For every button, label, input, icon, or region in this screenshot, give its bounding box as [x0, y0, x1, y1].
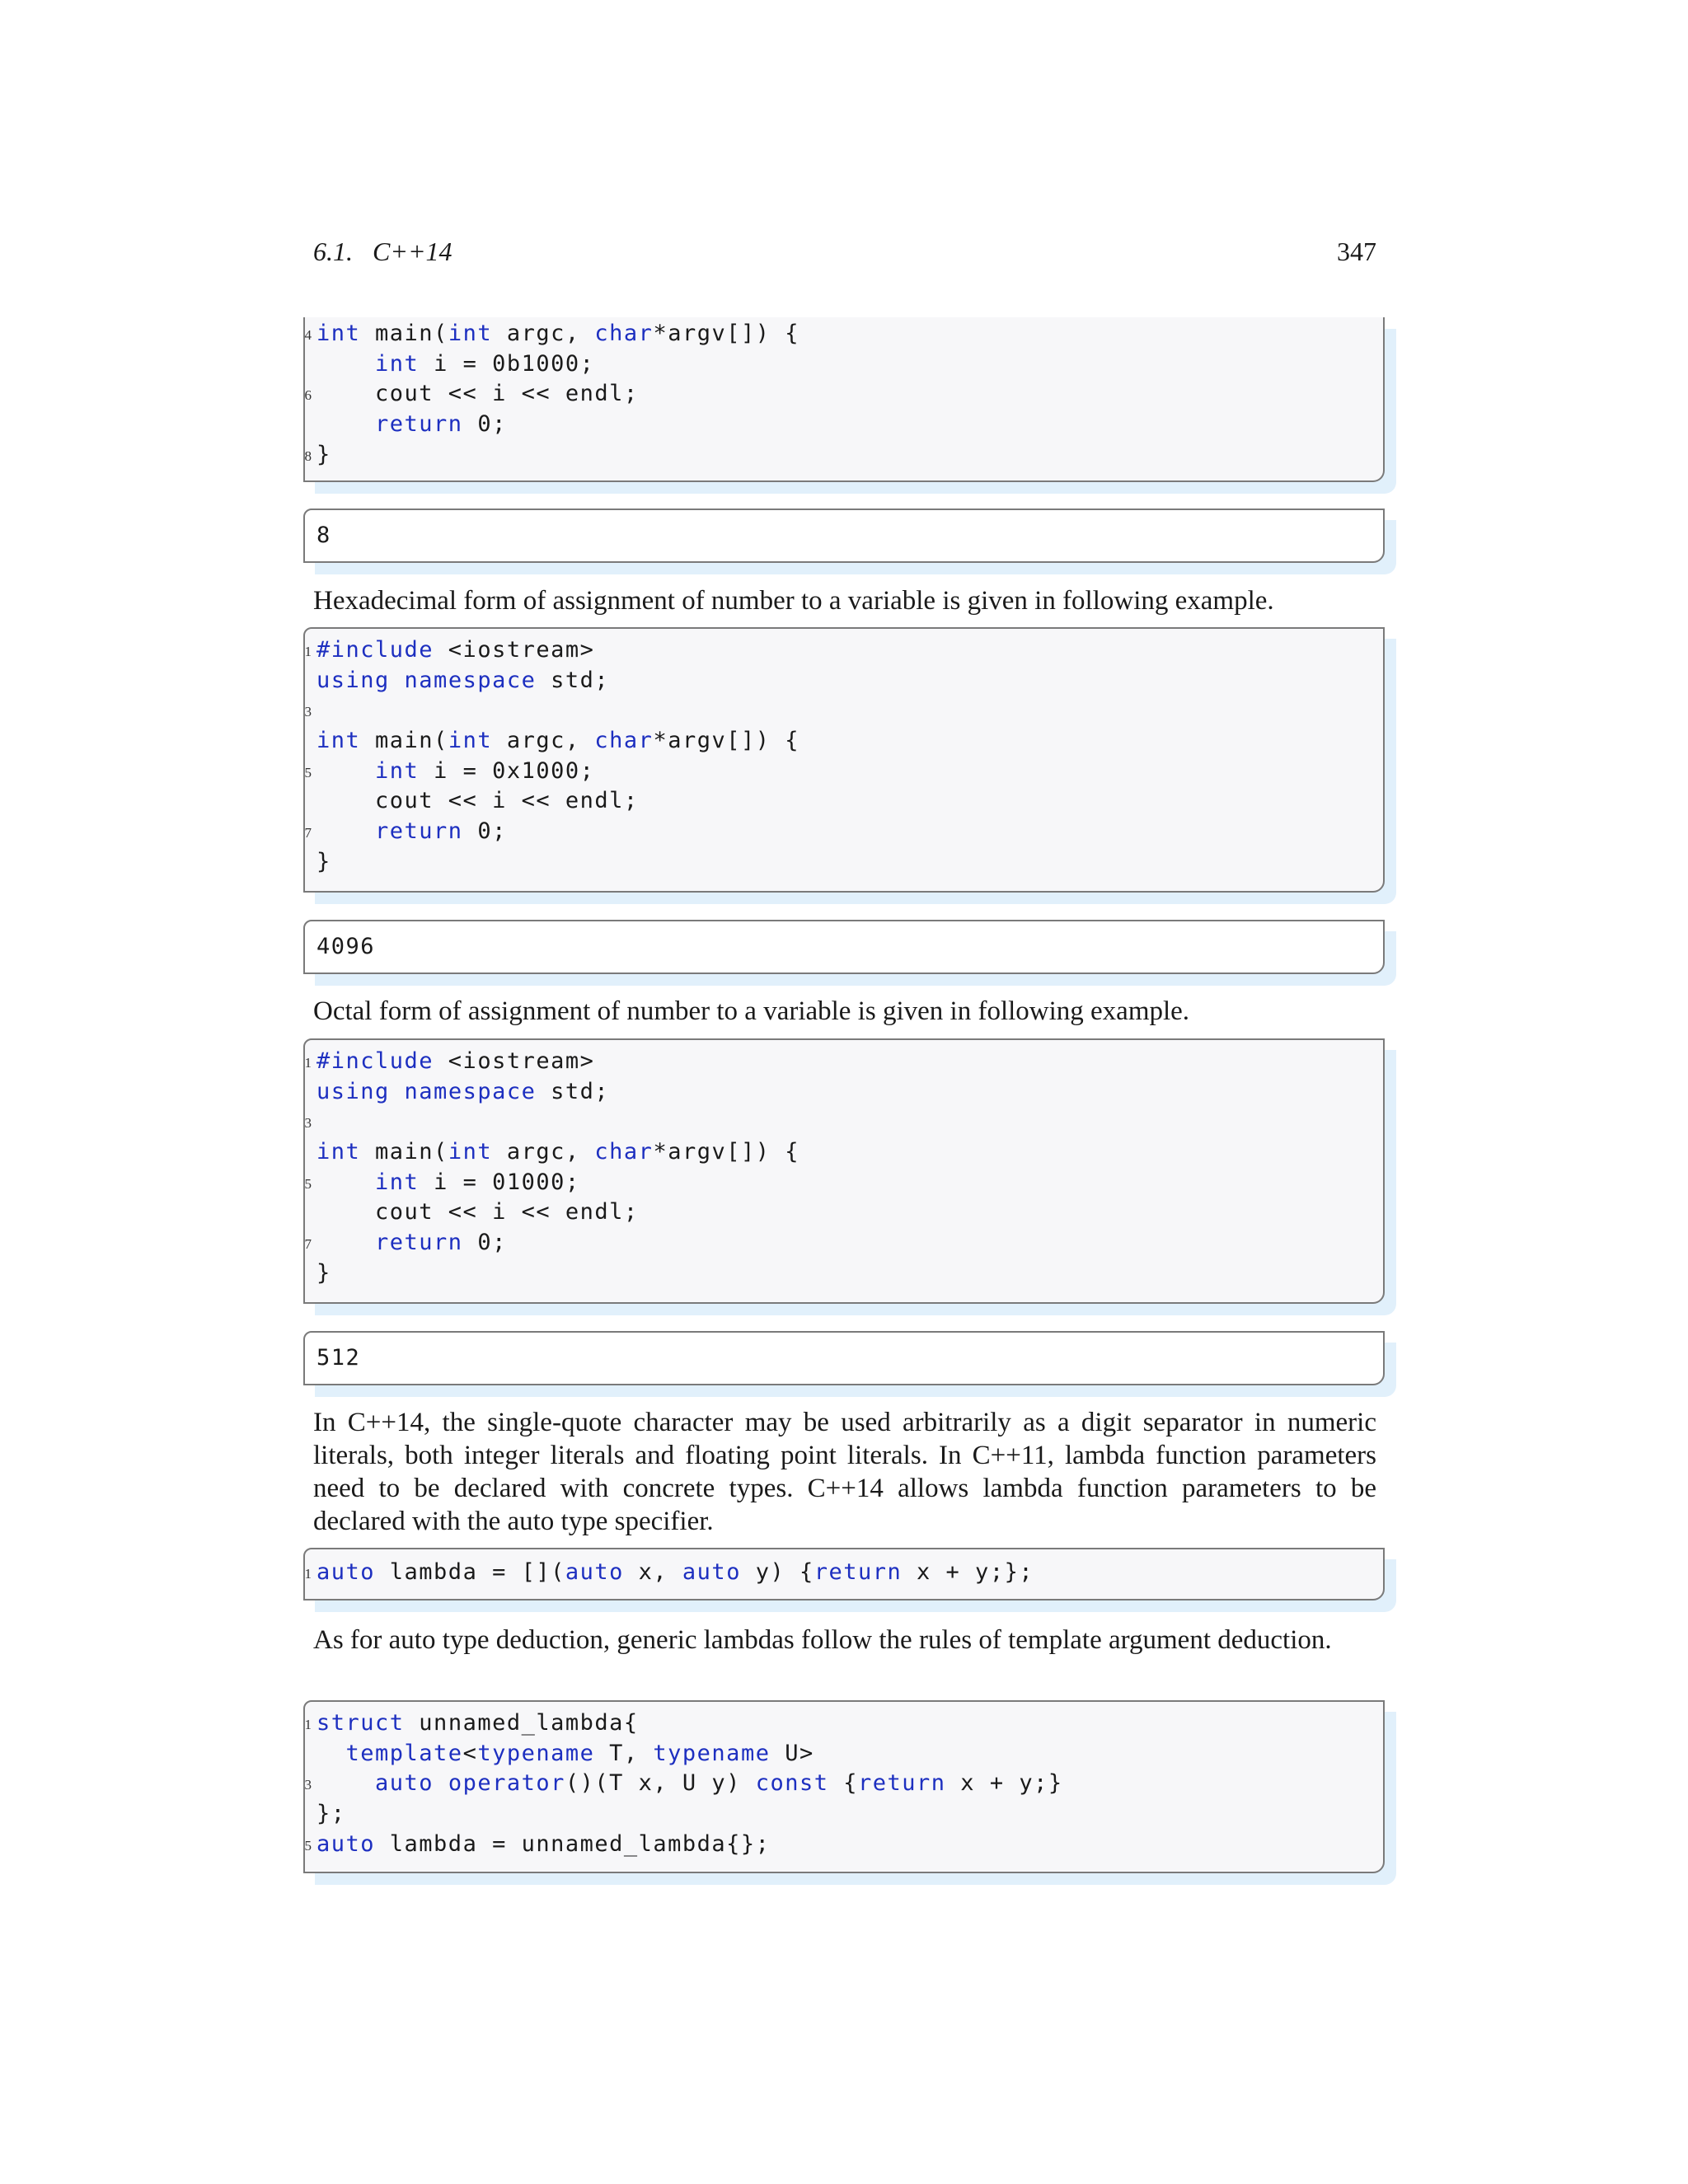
code-text: U> — [770, 1740, 814, 1766]
line-number: 7 — [304, 825, 312, 841]
code-keyword: operator — [448, 1770, 565, 1797]
code-text: cout << i << endl; — [316, 1199, 639, 1226]
code-line — [316, 1708, 1063, 1739]
section-title: 6.1. C++14 — [313, 237, 452, 266]
code-text: }; — [316, 1801, 346, 1827]
code-line — [316, 786, 799, 817]
code-text — [316, 758, 375, 784]
line-number: 1 — [304, 1717, 312, 1732]
line-number: 3 — [304, 1115, 312, 1132]
code-keyword: #include — [316, 1048, 434, 1074]
code-text: x + y;}; — [902, 1559, 1034, 1585]
code-keyword: int — [448, 1139, 493, 1165]
paragraph-octal-intro: Octal form of assignment of number to a variable is given in following example. — [313, 996, 1190, 1026]
code-keyword: typename — [477, 1740, 595, 1766]
line-number — [298, 786, 312, 817]
code-text: } — [316, 848, 331, 874]
output-text: 8 — [316, 523, 331, 548]
code-text: main( — [360, 1139, 448, 1165]
code-text: *argv[]) { — [653, 728, 799, 754]
code-line — [316, 1830, 1063, 1860]
code-keyword: auto — [316, 1830, 376, 1857]
code-line — [316, 349, 799, 380]
line-number — [298, 726, 312, 757]
line-number: 7 — [304, 1236, 312, 1253]
line-number — [298, 1799, 312, 1830]
line-number — [298, 410, 312, 440]
line-number: 3 — [304, 1777, 312, 1793]
code-keyword: return — [375, 1230, 463, 1256]
code-keyword: char — [594, 1139, 654, 1165]
code-keyword: char — [594, 728, 654, 754]
code-keyword: int — [316, 728, 361, 754]
line-number: 1 — [304, 1055, 312, 1071]
paragraph-type-deduction: As for auto type deduction, generic lambdas follow the rules of template argument deduction. — [313, 1625, 1332, 1655]
code-line — [316, 1197, 799, 1228]
code-line — [316, 1799, 1063, 1830]
code-text — [316, 351, 375, 377]
paragraph-hex-intro: Hexadecimal form of assignment of number to a variable is given in following example. — [313, 586, 1274, 616]
line-numbers — [298, 1047, 312, 1289]
line-number — [298, 349, 312, 380]
code-keyword: auto — [682, 1559, 741, 1585]
line-number — [298, 1197, 312, 1228]
code-listing-generic-lambda — [303, 1548, 1385, 1601]
code-text: main( — [360, 728, 448, 754]
code-keyword: auto — [316, 1559, 376, 1585]
line-number — [298, 666, 312, 696]
line-number: 3 — [304, 704, 312, 720]
code-keyword: int — [448, 321, 493, 346]
code-keyword: namespace — [404, 1078, 537, 1104]
line-number — [298, 1258, 312, 1289]
code-text: argc, — [492, 1139, 595, 1165]
code-line — [316, 1077, 799, 1108]
line-number: 8 — [304, 448, 312, 464]
code-text: 0; — [462, 411, 507, 438]
code-keyword: template — [345, 1740, 463, 1766]
paragraph-cpp14-features: In C++14, the single-quote character may be used arbitrarily as a digit separator in numeric literals, both integer literals and floating point literals. In C++11, lambda function parameters need to be declared with concrete types. C++14 allows lambda function parameters to be declared with the auto type specifier. — [313, 1408, 1376, 1536]
code-line — [316, 410, 799, 440]
code-text: std; — [536, 667, 610, 693]
code-line — [316, 1558, 1034, 1588]
code-text: main( — [360, 321, 448, 346]
code-line — [316, 635, 799, 666]
code-text: cout << i << endl; — [316, 788, 639, 814]
code-text: unnamed_lambda{ — [404, 1710, 639, 1736]
code-keyword: auto — [375, 1770, 434, 1797]
code-line — [316, 817, 799, 847]
code-text: <iostream> — [434, 637, 595, 663]
code-line — [316, 440, 799, 471]
line-number: 1 — [304, 1566, 312, 1582]
code-line — [316, 1739, 1063, 1769]
code-text — [316, 1741, 346, 1766]
code-text — [434, 1770, 448, 1796]
code-text — [390, 1079, 405, 1104]
code-text — [316, 1169, 375, 1195]
code-text: <iostream> — [434, 1048, 595, 1074]
code-text: argc, — [492, 321, 595, 346]
code-line — [316, 1228, 799, 1258]
line-number — [298, 1077, 312, 1108]
code-text: 0; — [462, 1230, 507, 1256]
code-line — [316, 847, 799, 878]
code-keyword: return — [858, 1770, 946, 1797]
line-number: 5 — [304, 1837, 312, 1854]
code-keyword: const — [755, 1770, 829, 1797]
line-number: 5 — [304, 764, 312, 780]
code-text: x, — [623, 1559, 682, 1585]
code-keyword: int — [316, 1139, 361, 1165]
code-keyword: #include — [316, 637, 434, 663]
code-text: 0; — [462, 818, 507, 845]
code-keyword: using — [316, 667, 390, 693]
code-keyword: struct — [316, 1710, 405, 1736]
code-listing-hex — [303, 627, 1385, 893]
running-header — [313, 237, 1376, 271]
code-text: } — [316, 1259, 331, 1286]
code-text: x + y;} — [945, 1770, 1063, 1797]
code-listing-unnamed-lambda — [303, 1700, 1385, 1873]
code-text: lambda = unnamed_lambda{}; — [375, 1830, 771, 1857]
code-text — [316, 1770, 375, 1796]
code-line — [316, 1258, 799, 1289]
code-text — [316, 818, 375, 844]
code-line — [316, 1168, 799, 1198]
code-listing-octal — [303, 1038, 1385, 1304]
code-text: T, — [594, 1740, 654, 1766]
output-text: 512 — [316, 1345, 361, 1371]
line-number — [298, 1739, 312, 1769]
line-numbers — [298, 319, 312, 470]
code-line — [316, 726, 799, 757]
code-text — [316, 411, 375, 437]
code-keyword: return — [375, 818, 463, 845]
code-keyword: int — [375, 350, 420, 377]
code-text: i = 01000; — [419, 1169, 580, 1195]
code-text: cout << i << endl; — [316, 381, 639, 407]
code-line — [316, 1137, 799, 1168]
code-keyword: using — [316, 1078, 390, 1104]
code-text — [390, 668, 405, 693]
line-number — [298, 1137, 312, 1168]
code-text: std; — [536, 1078, 610, 1104]
code-keyword: int — [448, 728, 493, 754]
code-keyword: int — [375, 757, 420, 784]
code-line — [316, 757, 799, 787]
code-line — [316, 379, 799, 410]
code-text: } — [316, 441, 331, 467]
line-number: 6 — [304, 387, 312, 404]
output-box-binary — [303, 509, 1385, 563]
output-box-hex — [303, 920, 1385, 974]
line-number — [298, 847, 312, 878]
code-line — [316, 1107, 799, 1137]
line-number: 5 — [304, 1175, 312, 1192]
code-keyword: namespace — [404, 667, 537, 693]
code-keyword: int — [375, 1169, 420, 1195]
code-text: i = 0x1000; — [419, 757, 595, 784]
page-number: 347 — [1337, 237, 1376, 266]
code-line — [316, 1769, 1063, 1799]
code-text: ()(T x, U y) — [565, 1770, 756, 1797]
code-text — [316, 1230, 375, 1255]
code-line — [316, 696, 799, 726]
output-box-octal — [303, 1331, 1385, 1385]
code-text: y) { — [740, 1559, 814, 1585]
code-line — [316, 319, 799, 349]
line-number: 1 — [304, 644, 312, 659]
code-keyword: char — [594, 321, 654, 346]
code-line — [316, 1047, 799, 1077]
code-text: < — [462, 1740, 478, 1766]
code-keyword: return — [375, 411, 463, 438]
code-keyword: auto — [565, 1559, 624, 1585]
line-numbers — [298, 1708, 312, 1859]
code-text: lambda = []( — [375, 1559, 565, 1585]
line-numbers — [298, 1558, 312, 1588]
code-text: { — [828, 1770, 858, 1797]
code-text: i = 0b1000; — [419, 350, 595, 377]
code-text: *argv[]) { — [653, 321, 799, 346]
line-number: 4 — [304, 327, 312, 343]
code-line — [316, 666, 799, 696]
code-keyword: return — [814, 1559, 903, 1585]
code-text: *argv[]) { — [653, 1139, 799, 1165]
code-listing-binary — [303, 317, 1385, 482]
output-text: 4096 — [316, 934, 376, 959]
line-numbers — [298, 635, 312, 878]
code-keyword: int — [316, 321, 361, 346]
code-text: argc, — [492, 728, 595, 754]
code-keyword: typename — [653, 1740, 771, 1766]
